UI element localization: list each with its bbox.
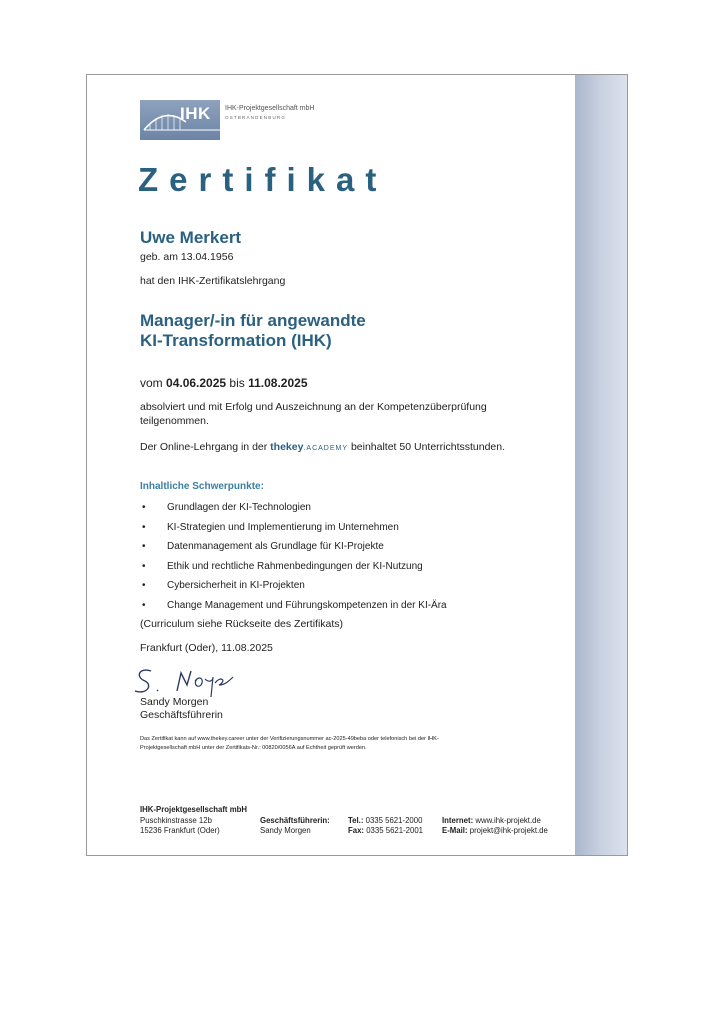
bullet: • <box>142 541 146 552</box>
recipient-name: Uwe Merkert <box>140 228 242 247</box>
footer-address: IHK-Projektgesellschaft mbH Puschkinstrasse 12b 15236 Frankfurt (Oder) <box>140 805 248 835</box>
certificate-title: Zertifikat <box>138 161 388 198</box>
intro-text: hat den IHK-Zertifikatslehrgang <box>140 275 286 287</box>
birth-date: geb. am 13.04.1956 <box>140 251 234 263</box>
footer-contact: Internet: www.ihk-projekt.de E-Mail: projekt@ihk-projekt.de <box>442 815 548 835</box>
topic-list <box>140 501 447 618</box>
online-prefix: Der Online-Lehrgang in der <box>140 441 268 453</box>
place-date: Frankfurt (Oder), 11.08.2025 <box>140 642 273 654</box>
logo-box <box>140 100 220 140</box>
list-item: • Cybersicherheit in KI-Projekten <box>142 580 305 591</box>
email-link[interactable]: projekt@ihk-projekt.de <box>469 826 548 835</box>
footer-phone: Tel.: 0335 5621-2000 Fax: 0335 5621-2001 <box>348 815 424 835</box>
thekey-brand: thekey <box>270 441 304 453</box>
bullet: • <box>142 580 146 591</box>
curriculum-note: (Curriculum siehe Rückseite des Zertifikats) <box>140 618 344 630</box>
online-course-note <box>140 441 505 453</box>
list-item: • KI-Strategien und Implementierung im Unternehmen <box>142 521 399 533</box>
course-title-line1: Manager/-in für angewandte <box>140 311 366 330</box>
list-item: • Datenmanagement als Grundlage für KI-Projekte <box>142 541 384 552</box>
logo-text: IHK <box>180 104 211 123</box>
period-to-label: bis <box>229 376 245 390</box>
verification-note: Das Zertifikat kann auf www.thekey.career unter der Verifizierungsnummer ac-2025-49beba oder telefonisch bei der IHK- Projektgesellschaft mbH unter der Zertifikats-Nr.: 00820/0056A auf Echtheit geprüft werden. <box>140 736 439 751</box>
signer-name: Sandy Morgen <box>140 696 209 708</box>
period-from-label: vom <box>140 376 163 390</box>
period-from: 04.06.2025 <box>166 376 227 390</box>
list-item: • Change Management und Führungskompetenzen in der KI-Ära <box>142 599 447 611</box>
list-item: • Grundlagen der KI-Technologien <box>142 502 311 513</box>
certificate-page <box>86 74 628 856</box>
course-title <box>140 311 366 351</box>
focus-heading: Inhaltliche Schwerpunkte: <box>140 481 264 492</box>
course-period <box>140 376 308 390</box>
bullet: • <box>142 599 146 611</box>
signer-role: Geschäftsführerin <box>140 709 223 721</box>
course-title-line2: KI-Transformation (IHK) <box>140 331 332 350</box>
logo-org-name: IHK-Projektgesellschaft mbH <box>225 105 315 112</box>
footer-management: Geschäftsführerin: Sandy Morgen <box>260 815 330 835</box>
online-suffix: beinhaltet 50 Unterrichtsstunden. <box>350 441 506 453</box>
bullet: • <box>142 502 146 513</box>
decorative-side-band <box>575 75 628 855</box>
completion-line2: teilgenommen. <box>140 415 209 427</box>
list-item: • Ethik und rechtliche Rahmenbedingungen der KI-Nutzung <box>142 560 423 572</box>
period-to: 11.08.2025 <box>248 376 308 390</box>
logo-region: OSTBRANDENBURG <box>225 115 287 120</box>
website-link[interactable]: www.ihk-projekt.de <box>475 815 541 825</box>
bullet: • <box>142 560 146 572</box>
academy-brand: .ACADEMY <box>303 445 349 452</box>
completion-line1: absolviert und mit Erfolg und Auszeichnung an der Kompetenzüberprüfung <box>140 401 487 413</box>
bullet: • <box>142 521 146 533</box>
